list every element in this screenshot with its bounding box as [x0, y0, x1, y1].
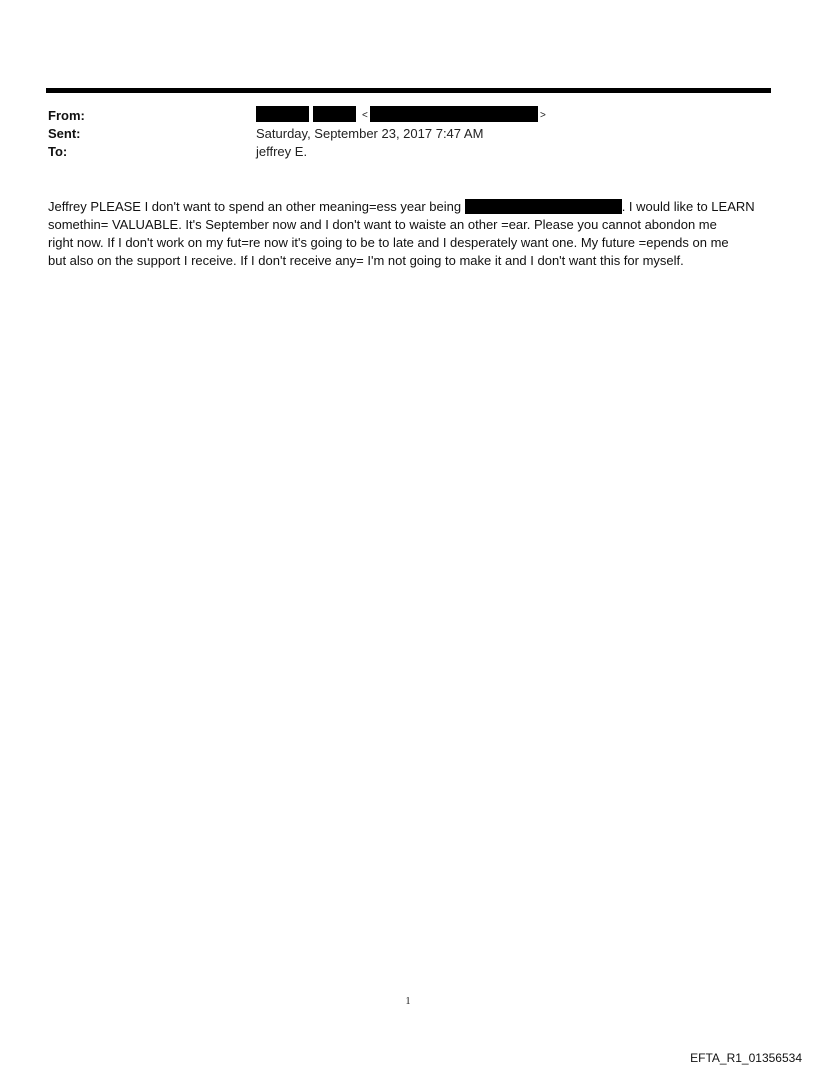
from-close-bracket: >: [540, 110, 546, 121]
document-id: EFTA_R1_01356534: [690, 1051, 802, 1065]
sent-value: Saturday, September 23, 2017 7:47 AM: [256, 126, 484, 141]
sent-label: Sent:: [48, 126, 81, 141]
redaction-from-first-name: [256, 106, 309, 122]
redaction-from-email: [370, 106, 538, 122]
body-line-1-start: Jeffrey PLEASE I don't want to spend an other meaning=ess year being: [48, 199, 465, 214]
body-line-2: somethin= VALUABLE. It's September now and I don't want to waiste an other =ear. Please you cannot abondon me: [48, 217, 717, 232]
body-line-3: right now. If I don't work on my fut=re now it's going to be to late and I desperately want one. My future =epends on me: [48, 235, 729, 250]
redaction-from-last-name: [313, 106, 356, 122]
body-line-4: but also on the support I receive. If I don't receive any= I'm not going to make it and I don't want this for myself.: [48, 253, 684, 268]
body-line-1: [48, 198, 778, 216]
email-body: [48, 198, 778, 270]
body-line-1-end: . I would like to LEARN: [621, 199, 755, 214]
from-label: From:: [48, 108, 85, 123]
to-label: To:: [48, 144, 68, 159]
redaction-body: [465, 199, 622, 214]
from-open-bracket: <: [362, 110, 368, 121]
page-number: 1: [405, 996, 411, 1007]
header-rule: [46, 88, 771, 93]
to-value: jeffrey E.: [256, 144, 308, 159]
